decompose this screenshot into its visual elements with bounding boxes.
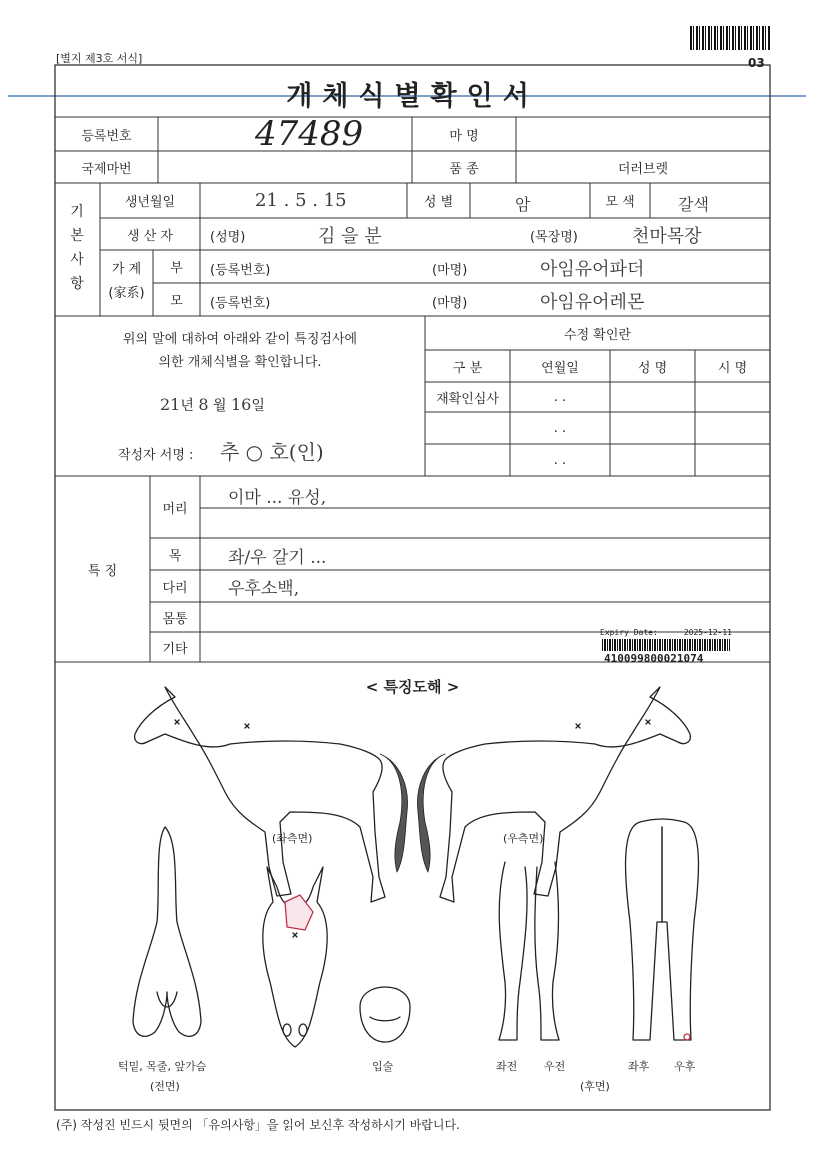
coat-label: 모 색 [605, 195, 635, 210]
breed-label: 품 종 [449, 161, 479, 177]
right-side-horse-drawing [417, 687, 690, 902]
sire-label: 부 [170, 261, 183, 276]
amend-date-2: . . [553, 420, 567, 436]
neck-value: 좌/우 갈기 ... [228, 548, 327, 568]
amend-title: 수정 확인란 [564, 327, 631, 343]
features-label: 특 징 [87, 563, 118, 579]
breeder-label: 생 산 자 [127, 228, 173, 244]
head-value: 이마 ... 유성, [228, 488, 327, 508]
front-neck-drawing [133, 827, 201, 1036]
diagram-title: < 특징도해 > [365, 678, 460, 696]
dam-name-value: 아임유어레몬 [540, 292, 645, 313]
dam-reg-hint: (등록번호) [210, 296, 271, 311]
birth-label: 생년월일 [124, 195, 176, 210]
signer-value: 추 ○ 호(인) [220, 440, 324, 464]
amend-col-type: 구 분 [452, 360, 483, 376]
reinspect-label: 재확인심사 [436, 391, 499, 407]
sire-reg-hint: (등록번호) [210, 263, 271, 278]
head-label: 머리 [162, 501, 188, 517]
muzzle-drawing [360, 987, 410, 1042]
birth-value: 21 . 5 . 15 [255, 190, 347, 211]
farm-name-hint: (목장명) [530, 230, 578, 245]
confirm-date: 21년 8 월 16일 [160, 395, 265, 414]
amend-date-1: . . [553, 389, 567, 405]
breeder-name-value: 김 을 분 [318, 226, 382, 247]
other-label: 기타 [162, 641, 188, 657]
farm-name-value: 천마목장 [632, 226, 702, 247]
horse-diagrams [55, 662, 770, 1110]
basic-info-label: 기 본 사 항 [70, 204, 84, 292]
dam-label: 모 [170, 294, 183, 309]
legs-label: 다리 [162, 580, 188, 596]
sex-label: 성 별 [423, 195, 454, 210]
sex-value: 암 [515, 195, 531, 214]
rear-view-drawing [626, 819, 699, 1040]
face-drawing [263, 867, 327, 1047]
right-side-caption: (우측면) [503, 832, 544, 845]
reg-no-value: 47489 [255, 114, 364, 154]
reg-no-label: 등록번호 [81, 128, 132, 144]
breeder-name-hint: (성명) [210, 230, 246, 245]
page-number: 03 [748, 56, 765, 70]
form-code: [별지 제3호 서식] [56, 52, 143, 65]
body-label: 몸통 [162, 611, 188, 627]
right-hind-caption: 우후 [674, 1060, 696, 1073]
legs-value: 우후소백, [228, 579, 300, 599]
dam-name-hint: (마명) [432, 296, 468, 311]
expiry-stamp: Expiry Date: 2025-12-11 [600, 628, 732, 637]
amend-col-date: 연월일 [541, 360, 579, 376]
top-barcode [690, 26, 770, 50]
sire-name-hint: (마명) [432, 263, 468, 278]
signer-label: 작성자 서명 : [118, 448, 194, 463]
right-front-caption: 우전 [544, 1060, 566, 1073]
intl-no-label: 국제마번 [81, 161, 132, 177]
sire-name-value: 아임유어파더 [540, 259, 645, 280]
front-caption: 턱밑, 목줄, 앞가슴 [118, 1060, 207, 1073]
barcode-number: 410099800021074 [604, 652, 704, 665]
rear-caption: (후면) [580, 1080, 610, 1093]
neck-label: 목 [168, 548, 182, 564]
coat-value: 갈색 [678, 195, 709, 214]
page-title: 개체식별확인서 [286, 81, 539, 112]
confirm-text: 위의 말에 대하여 아래와 같이 특징검사에 의한 개체식별을 확인합니다. [122, 332, 358, 370]
amend-col-sign: 시 명 [717, 360, 748, 376]
left-side-caption: (좌측면) [272, 832, 313, 845]
horse-name-label: 마 명 [449, 128, 479, 144]
lineage-label: 가 계 (家系) [108, 262, 145, 301]
left-hind-caption: 좌후 [628, 1060, 650, 1073]
expiry-barcode [602, 639, 730, 651]
front-view-caption: (전면) [150, 1080, 180, 1093]
amend-col-name: 성 명 [637, 360, 668, 376]
breed-value: 더러브렛 [617, 161, 669, 177]
footer-note: (주) 작성진 빈드시 뒷면의 「유의사항」을 읽어 보신후 작성하시기 바랍니다. [56, 1118, 460, 1132]
left-front-caption: 좌전 [496, 1060, 518, 1073]
amend-date-3: . . [553, 452, 567, 468]
muzzle-caption: 입술 [372, 1060, 394, 1073]
